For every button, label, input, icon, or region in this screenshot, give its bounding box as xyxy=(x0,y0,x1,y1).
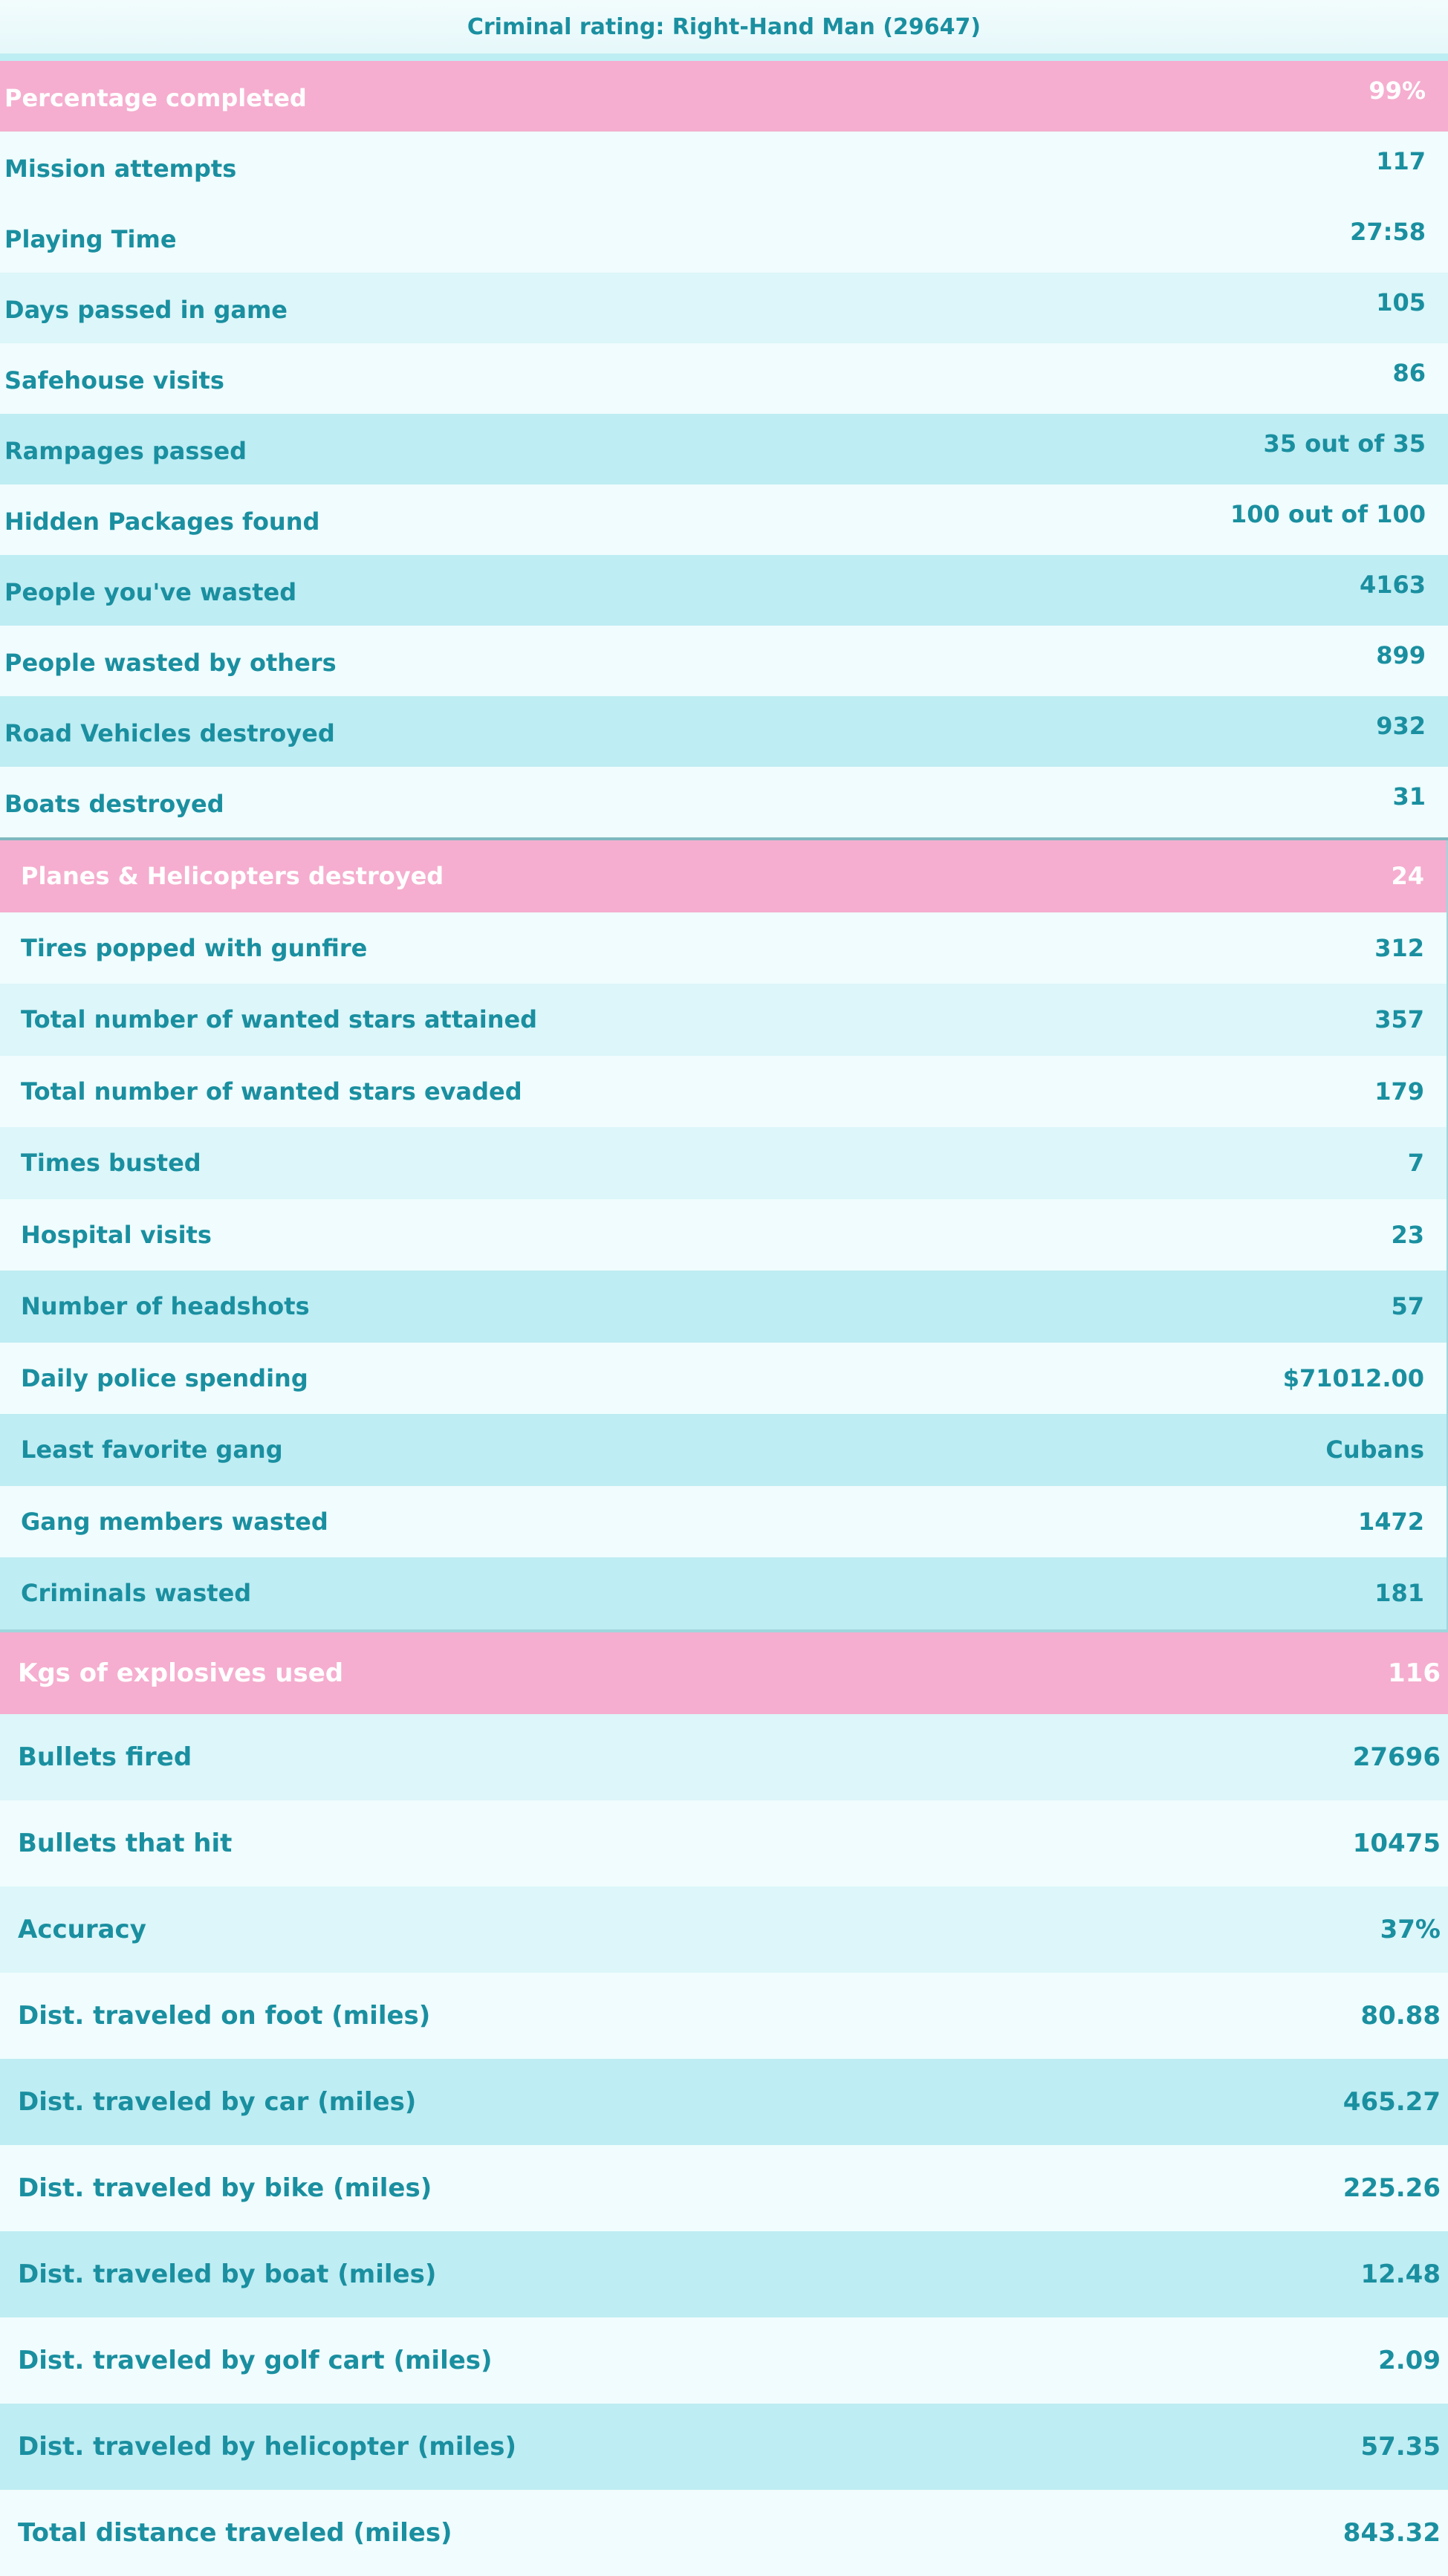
stat-label: Criminals wasted xyxy=(21,1579,252,1608)
stat-label: Kgs of explosives used xyxy=(18,1658,344,1688)
stat-value: 899 xyxy=(1376,640,1426,669)
stat-row-hospital-visits xyxy=(0,1199,1447,1271)
stat-row-road-vehicles-destroyed xyxy=(0,696,1448,767)
stat-row-bullets-hit xyxy=(0,1800,1448,1886)
stat-row-total-distance xyxy=(0,2490,1448,2576)
stat-value: 1472 xyxy=(1357,1507,1424,1536)
stat-value: 24 xyxy=(1391,862,1424,891)
stat-row-mission-attempts xyxy=(0,132,1448,202)
stat-value: 10475 xyxy=(1352,1828,1441,1858)
stat-row-dist-foot xyxy=(0,1973,1448,2059)
stat-row-police-spending xyxy=(0,1343,1447,1415)
stat-row-tires-popped xyxy=(0,912,1447,984)
stat-label: Dist. traveled by golf cart (miles) xyxy=(18,2345,493,2375)
stat-label: Percentage completed xyxy=(4,83,307,112)
stat-label: Hidden Packages found xyxy=(4,507,320,536)
stat-row-hidden-packages xyxy=(0,484,1448,555)
stat-value: 117 xyxy=(1376,146,1426,175)
stat-label: Times busted xyxy=(21,1149,201,1178)
stat-label: Gang members wasted xyxy=(21,1507,328,1536)
stat-label: People you've wasted xyxy=(4,577,297,606)
stat-value: 100 out of 100 xyxy=(1230,499,1426,528)
stat-label: Least favorite gang xyxy=(21,1435,283,1464)
stat-row-headshots xyxy=(0,1271,1447,1343)
stat-value: 312 xyxy=(1374,933,1424,962)
stat-label: Dist. traveled by car (miles) xyxy=(18,2086,417,2117)
stat-label: Daily police spending xyxy=(21,1363,308,1392)
stat-value: 4163 xyxy=(1359,570,1426,599)
stat-row-percentage-completed xyxy=(0,61,1448,132)
stat-value: $71012.00 xyxy=(1282,1363,1424,1392)
stat-value: 179 xyxy=(1374,1077,1424,1106)
stat-row-accuracy xyxy=(0,1886,1448,1973)
stat-label: Bullets that hit xyxy=(18,1828,233,1858)
stat-value: 27:58 xyxy=(1350,217,1426,246)
stat-value: 57 xyxy=(1391,1292,1424,1321)
stat-row-boats-destroyed xyxy=(0,767,1448,837)
stat-row-dist-golf-cart xyxy=(0,2317,1448,2404)
stat-value: 86 xyxy=(1392,358,1426,387)
stat-label: Total number of wanted stars attained xyxy=(21,1005,538,1034)
stat-label: Total number of wanted stars evaded xyxy=(21,1077,522,1106)
stat-row-dist-bike xyxy=(0,2145,1448,2231)
stats-section-travel xyxy=(0,1632,1448,2576)
stat-row-explosives-used xyxy=(0,1632,1448,1714)
stat-row-wanted-stars-attained xyxy=(0,984,1447,1056)
stat-row-times-busted xyxy=(0,1127,1447,1199)
stat-row-gang-members-wasted xyxy=(0,1486,1447,1558)
stat-value: 932 xyxy=(1376,711,1426,740)
stat-row-dist-boat xyxy=(0,2231,1448,2317)
stats-section-general xyxy=(0,61,1448,840)
stats-section-combat xyxy=(0,840,1448,1632)
stat-label: Safehouse visits xyxy=(4,366,224,395)
stat-value: 105 xyxy=(1376,288,1426,317)
stat-value: 116 xyxy=(1388,1658,1441,1688)
stat-label: Boats destroyed xyxy=(4,789,224,818)
stat-value: 225.26 xyxy=(1343,2173,1441,2203)
criminal-rating-title: Criminal rating: Right-Hand Man (29647) xyxy=(0,0,1448,61)
stat-label: Tires popped with gunfire xyxy=(21,933,368,962)
stat-value: 57.35 xyxy=(1360,2431,1441,2462)
stat-value: 23 xyxy=(1391,1220,1424,1249)
stat-row-safehouse-visits xyxy=(0,343,1448,414)
stat-value: 12.48 xyxy=(1360,2259,1441,2289)
stat-row-wanted-stars-evaded xyxy=(0,1056,1447,1128)
stat-value: 465.27 xyxy=(1343,2086,1441,2117)
stat-value: 80.88 xyxy=(1360,2000,1441,2031)
stat-value: 27696 xyxy=(1352,1742,1441,1772)
stat-row-people-wasted xyxy=(0,555,1448,626)
stat-value: 37% xyxy=(1380,1914,1441,1944)
stat-label: Hospital visits xyxy=(21,1220,212,1249)
stat-value: 7 xyxy=(1407,1149,1424,1178)
stat-value: 181 xyxy=(1374,1579,1424,1608)
stat-row-dist-helicopter xyxy=(0,2404,1448,2490)
stat-row-criminals-wasted xyxy=(0,1557,1447,1629)
stat-label: Dist. traveled by boat (miles) xyxy=(18,2259,437,2289)
stat-value: 357 xyxy=(1374,1005,1424,1034)
stat-label: Dist. traveled by bike (miles) xyxy=(18,2173,432,2203)
stat-label: Rampages passed xyxy=(4,436,247,465)
stat-value: Cubans xyxy=(1325,1435,1424,1464)
stat-value: 31 xyxy=(1392,782,1426,811)
stat-row-bullets-fired xyxy=(0,1714,1448,1800)
stat-value: 35 out of 35 xyxy=(1263,429,1426,458)
stat-label: Total distance traveled (miles) xyxy=(18,2517,452,2548)
stat-value: 99% xyxy=(1369,76,1426,105)
stat-row-dist-car xyxy=(0,2059,1448,2145)
stat-value: 843.32 xyxy=(1343,2517,1441,2548)
stat-value: 2.09 xyxy=(1378,2345,1441,2375)
stat-label: Planes & Helicopters destroyed xyxy=(21,862,444,891)
stat-label: Dist. traveled by helicopter (miles) xyxy=(18,2431,516,2462)
stat-row-days-passed xyxy=(0,273,1448,343)
stat-label: People wasted by others xyxy=(4,648,337,677)
stat-row-playing-time xyxy=(0,202,1448,273)
stat-label: Road Vehicles destroyed xyxy=(4,718,335,747)
stat-label: Bullets fired xyxy=(18,1742,192,1772)
stat-label: Number of headshots xyxy=(21,1292,310,1321)
stat-label: Days passed in game xyxy=(4,295,288,324)
stat-label: Accuracy xyxy=(18,1914,146,1944)
stat-label: Dist. traveled on foot (miles) xyxy=(18,2000,431,2031)
stat-label: Playing Time xyxy=(4,224,177,253)
stat-row-planes-helicopters xyxy=(0,840,1447,912)
stat-row-rampages-passed xyxy=(0,414,1448,484)
stat-row-people-wasted-by-others xyxy=(0,626,1448,696)
stat-label: Mission attempts xyxy=(4,154,237,183)
stat-row-least-favorite-gang xyxy=(0,1414,1447,1486)
